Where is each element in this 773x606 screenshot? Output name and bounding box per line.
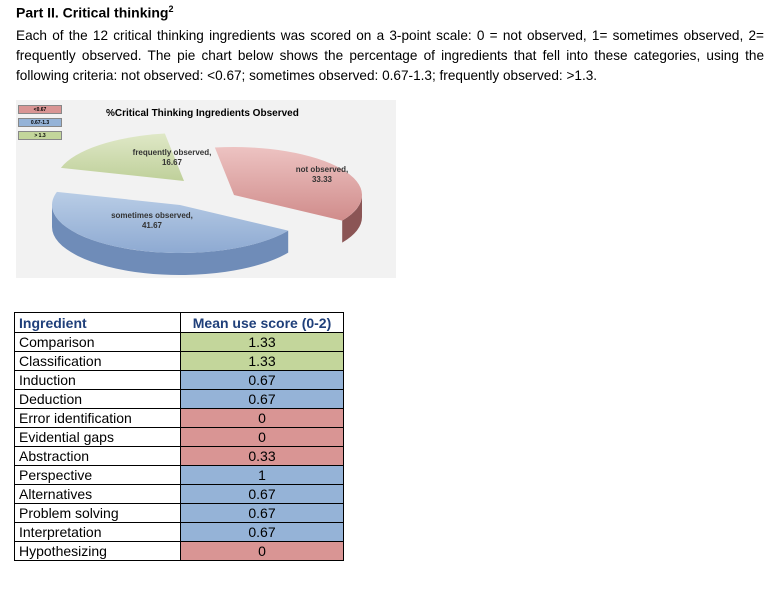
ingredient-name: Abstraction [15, 447, 181, 466]
pie-slice [215, 147, 362, 221]
table-row [15, 447, 344, 466]
ingredient-score: 1.33 [181, 352, 344, 371]
pie-slice-value: 33.33 [311, 175, 333, 184]
table-row [15, 504, 344, 523]
ingredient-score: 0.33 [181, 447, 344, 466]
ingredient-score: 1 [181, 466, 344, 485]
legend-item-frequently: > 1.3 [18, 131, 62, 140]
table-row [15, 523, 344, 542]
table-row [15, 352, 344, 371]
ingredient-name: Interpretation [15, 523, 181, 542]
ingredient-score: 0.67 [181, 504, 344, 523]
table-row [15, 409, 344, 428]
legend-item-not-observed: <0.67 [18, 105, 62, 114]
ingredient-name: Perspective [15, 466, 181, 485]
legend-item-sometimes: 0.67-1.3 [18, 118, 62, 127]
ingredient-name: Classification [15, 352, 181, 371]
ingredient-score: 0.67 [181, 390, 344, 409]
table-row [15, 466, 344, 485]
ingredient-score: 0.67 [181, 485, 344, 504]
description-paragraph: Each of the 12 critical thinking ingredients was scored on a 3-point scale: 0 = not observed, 1= sometimes observed, 2= frequently observed. The pie chart below shows the percentage of ingredients that fell into these categories, using the following criteria: not observed: <0.67; sometimes observed: 0.67-1.3; frequently observed: >1.3. [16, 28, 764, 83]
pie-chart [16, 100, 396, 278]
ingredient-name: Problem solving [15, 504, 181, 523]
header-ingredient: Ingredient [15, 313, 181, 333]
ingredient-name: Error identification [15, 409, 181, 428]
ingredient-score: 0 [181, 409, 344, 428]
ingredient-score: 0 [181, 428, 344, 447]
ingredient-score: 0 [181, 542, 344, 561]
ingredient-score: 1.33 [181, 333, 344, 352]
section-heading-text: Part II. Critical thinking [16, 4, 169, 21]
ingredient-name: Evidential gaps [15, 428, 181, 447]
score-table [14, 312, 344, 561]
ingredient-name: Comparison [15, 333, 181, 352]
section-heading [16, 4, 173, 21]
table-header-row [15, 313, 344, 333]
table-row [15, 485, 344, 504]
table-row [15, 390, 344, 409]
chart-title: %Critical Thinking Ingredients Observed [106, 108, 299, 119]
ingredient-score: 0.67 [181, 523, 344, 542]
pie-slice-value: 16.67 [161, 158, 183, 167]
header-score: Mean use score (0-2) [181, 313, 344, 333]
ingredient-name: Hypothesizing [15, 542, 181, 561]
ingredient-score: 0.67 [181, 371, 344, 390]
table-row [15, 428, 344, 447]
table-row [15, 542, 344, 561]
pie-slice-label: not observed, [295, 165, 349, 174]
ingredient-name: Induction [15, 371, 181, 390]
pie-slice-label: frequently observed, [132, 148, 212, 157]
footnote-marker: 2 [168, 4, 174, 14]
ingredient-name: Alternatives [15, 485, 181, 504]
ingredient-name: Deduction [15, 390, 181, 409]
pie-slice-value: 41.67 [141, 221, 163, 230]
table-row [15, 371, 344, 390]
pie-slice-label: sometimes observed, [111, 211, 193, 220]
table-row [15, 333, 344, 352]
